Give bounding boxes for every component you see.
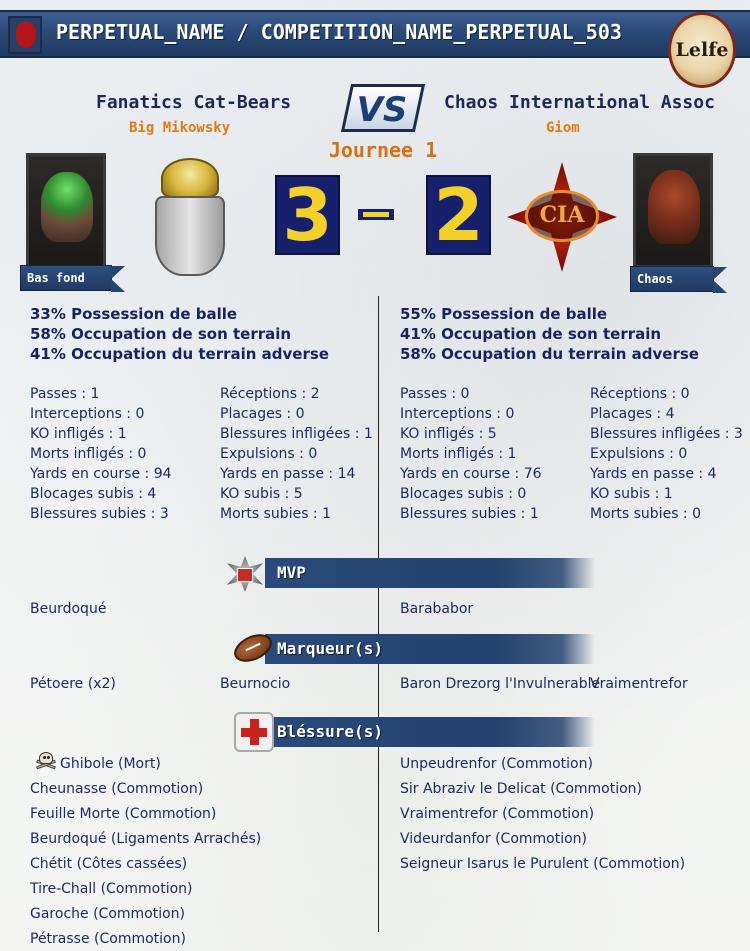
away-possession: 55% Possession de balle <box>400 305 608 323</box>
stat-item: KO infligés : 5 <box>400 426 497 442</box>
home-injury: Beurdoqué (Ligaments Arrachés) <box>30 831 262 847</box>
stat-item: Placages : 0 <box>220 406 305 422</box>
away-score: 2 <box>426 175 491 255</box>
home-player-label: Bas fond <box>27 271 85 285</box>
away-injury: Unpeudrenfor (Commotion) <box>400 756 593 772</box>
home-own-territory: 58% Occupation de son terrain <box>30 325 292 343</box>
away-own-territory: 41% Occupation de son terrain <box>400 325 662 343</box>
score-separator-bar <box>363 212 389 217</box>
stat-item: KO subis : 1 <box>590 486 673 502</box>
home-stats-right <box>220 384 373 524</box>
stat-item: Yards en course : 94 <box>30 466 172 482</box>
spiked-helmet-icon <box>221 554 265 594</box>
away-player-label: Chaos <box>637 272 674 286</box>
away-team-name: Chaos International Assoc <box>444 92 715 113</box>
skull-icon <box>35 751 57 771</box>
stat-item: Morts infligés : 0 <box>30 446 147 462</box>
stat-item: Passes : 1 <box>30 386 100 402</box>
away-player-portrait <box>633 153 713 268</box>
scorers-section-header <box>265 634 595 664</box>
round-label: Journee 1 <box>328 138 438 162</box>
league-emblem-icon <box>8 16 42 54</box>
stat-item: Expulsions : 0 <box>220 446 318 462</box>
away-mvp: Barababor <box>400 601 474 617</box>
home-scorer: Pétoere (x2) <box>30 676 116 692</box>
stat-item: KO infligés : 1 <box>30 426 127 442</box>
stat-item: Réceptions : 0 <box>590 386 690 402</box>
away-injury: Sir Abraziv le Delicat (Commotion) <box>400 781 643 797</box>
home-injury: Chétit (Côtes cassées) <box>30 856 188 872</box>
center-divider <box>378 296 379 932</box>
home-injury: Feuille Morte (Commotion) <box>30 806 217 822</box>
away-stat-summary <box>400 304 699 364</box>
home-injury: Pétrasse (Commotion) <box>30 931 186 947</box>
stat-item: Morts infligés : 1 <box>400 446 517 462</box>
home-player-portrait <box>26 153 106 268</box>
stat-item: Placages : 4 <box>590 406 675 422</box>
stat-item: Morts subies : 0 <box>590 506 702 522</box>
stat-item: Yards en passe : 4 <box>590 466 717 482</box>
stat-item: Yards en course : 76 <box>400 466 542 482</box>
injuries-section-label: Bléssure(s) <box>277 722 383 741</box>
page-title: PERPETUAL_NAME / COMPETITION_NAME_PERPETUAL_503 <box>56 20 622 44</box>
sponsor-logo <box>668 12 736 88</box>
home-team-name: Fanatics Cat-Bears <box>96 92 292 113</box>
stat-item: Blessures infligées : 3 <box>590 426 743 442</box>
sponsor-text: Lelfe <box>675 39 729 61</box>
stat-item: Interceptions : 0 <box>30 406 145 422</box>
away-stats-right <box>590 384 743 524</box>
home-injury: Ghibole (Mort) <box>60 756 161 772</box>
stat-item: Blocages subis : 0 <box>400 486 527 502</box>
home-injury: Tire-Chall (Commotion) <box>30 881 193 897</box>
home-injury: Cheunasse (Commotion) <box>30 781 204 797</box>
scorers-section-label: Marqueur(s) <box>277 639 383 658</box>
stat-item: Blessures subies : 3 <box>30 506 169 522</box>
away-injury: Videurdanfor (Commotion) <box>400 831 588 847</box>
football-icon <box>229 628 273 668</box>
away-stats-left <box>400 384 542 524</box>
stat-item: Réceptions : 2 <box>220 386 320 402</box>
stat-item: Blocages subis : 4 <box>30 486 157 502</box>
home-injury: Garoche (Commotion) <box>30 906 185 922</box>
home-scorer: Beurnocio <box>220 676 291 692</box>
mvp-section-header <box>265 558 595 588</box>
stat-item: KO subis : 5 <box>220 486 303 502</box>
home-opponent-territory: 41% Occupation du terrain adverse <box>30 345 329 363</box>
stat-item: Blessures infligées : 1 <box>220 426 373 442</box>
away-team-logo <box>503 162 621 272</box>
stat-item: Yards en passe : 14 <box>220 466 356 482</box>
home-player-ribbon <box>20 265 112 291</box>
away-logo-text: CIA <box>539 202 585 228</box>
stat-item: Interceptions : 0 <box>400 406 515 422</box>
home-possession: 33% Possession de balle <box>30 305 238 323</box>
stat-item: Expulsions : 0 <box>590 446 688 462</box>
home-coach-name: Big Mikowsky <box>129 120 231 136</box>
home-score: 3 <box>275 175 340 255</box>
stat-item: Morts subies : 1 <box>220 506 332 522</box>
vs-badge: VS <box>341 84 425 132</box>
away-player-ribbon <box>630 266 714 292</box>
home-stats-left <box>30 384 172 524</box>
injuries-section-header <box>265 717 595 747</box>
away-scorer: Baron Drezorg l'Invulnerable <box>400 676 601 692</box>
medical-cross-icon <box>234 712 278 752</box>
away-coach-name: Giom <box>546 120 580 136</box>
away-injury: Vraimentrefor (Commotion) <box>400 806 595 822</box>
home-mvp: Beurdoqué <box>30 601 107 617</box>
stat-item: Passes : 0 <box>400 386 470 402</box>
away-injury: Seigneur Isarus le Purulent (Commotion) <box>400 856 686 872</box>
away-scorer: Vraimentrefor <box>590 676 688 692</box>
home-stat-summary <box>30 304 329 364</box>
mvp-section-label: MVP <box>277 563 306 582</box>
stat-item: Blessures subies : 1 <box>400 506 539 522</box>
away-opponent-territory: 58% Occupation du terrain adverse <box>400 345 699 363</box>
home-team-logo <box>155 158 225 278</box>
